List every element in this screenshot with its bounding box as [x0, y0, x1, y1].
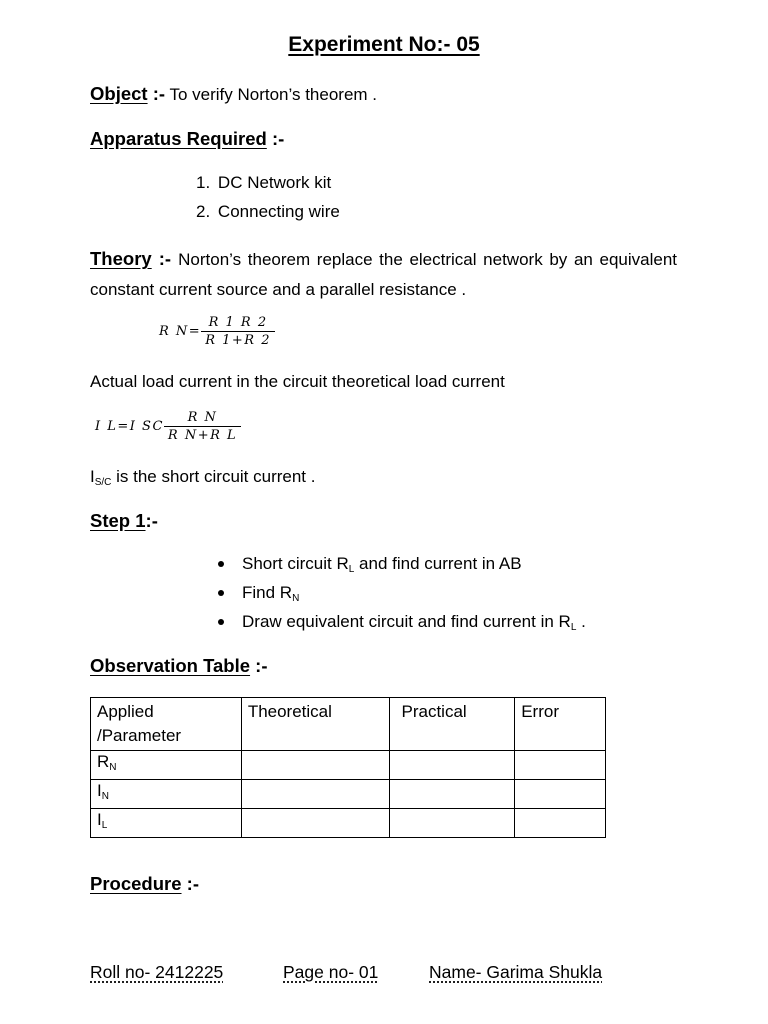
observation-sep: :- [250, 655, 268, 676]
table-cell [241, 809, 390, 838]
table-row [91, 751, 606, 780]
formula-rn [159, 315, 275, 348]
step1-label: Step 1 [90, 510, 146, 531]
formula-rn-lhs: R N= [159, 324, 202, 339]
table-cell-parameter [91, 751, 242, 780]
table-header-cell [515, 698, 606, 751]
param-subscript: N [101, 791, 109, 802]
procedure-sep: :- [181, 873, 199, 894]
param-subscript: L [101, 820, 108, 831]
isc-subscript: S/C [94, 477, 112, 488]
table-cell-parameter [91, 809, 242, 838]
load-current-text: Actual load current in the circuit theoretical load current [90, 372, 505, 391]
apparatus-label: Apparatus Required [90, 128, 267, 149]
isc-text: is the short circuit current . [111, 467, 316, 486]
table-cell-parameter [91, 780, 242, 809]
header-practical: Practical [401, 702, 467, 721]
table-row [91, 780, 606, 809]
table-cell [515, 809, 606, 838]
bullet-text: Draw equivalent circuit and find current in R [242, 612, 571, 631]
table-cell [241, 780, 390, 809]
table-cell [515, 780, 606, 809]
apparatus-item-num: 2. [196, 202, 211, 221]
formula-il-fraction [164, 410, 241, 443]
table-cell [390, 809, 515, 838]
table-cell [390, 780, 515, 809]
bullet-dot-icon [218, 561, 224, 567]
param-symbol: I [97, 810, 102, 829]
apparatus-sep: :- [266, 128, 285, 149]
param-subscript: N [109, 762, 117, 773]
bullet-text-tail: . [576, 612, 586, 631]
observation-label: Observation Table [90, 655, 251, 676]
table-header-cell [91, 698, 242, 751]
page-title: Experiment No:- 05 [288, 33, 480, 56]
apparatus-heading [90, 128, 284, 150]
isc-symbol: I [90, 467, 95, 486]
bullet-subscript: N [292, 593, 300, 604]
header-theoretical: Theoretical [247, 702, 332, 721]
bullet-dot-icon [218, 590, 224, 596]
header-error: Error [521, 702, 559, 721]
object-label: Object [90, 83, 148, 104]
table-row [91, 809, 606, 838]
table-cell [515, 751, 606, 780]
formula-il-denominator: R N+R L [167, 428, 238, 443]
step1-sep: :- [145, 510, 158, 531]
bullet-subscript: L [570, 622, 577, 633]
observation-heading [90, 655, 268, 677]
object-sep: :- [147, 83, 166, 104]
apparatus-item [196, 173, 331, 193]
apparatus-item-text: Connecting wire [217, 202, 340, 221]
object-line [90, 83, 377, 105]
table-header-cell [390, 698, 515, 751]
table-header-row [91, 698, 606, 751]
procedure-label: Procedure [90, 873, 182, 894]
theory-sep: :- [151, 248, 179, 269]
footer-page-no: Page no- 01 [283, 962, 379, 982]
footer-roll-no: Roll no- 2412225 [90, 962, 224, 982]
bullet-subscript: L [348, 564, 355, 575]
table-header-cell [241, 698, 390, 751]
footer-name: Name- Garima Shukla [429, 962, 603, 982]
formula-il-lhs: I L=I SC [95, 419, 164, 434]
bullet-text: Find R [242, 583, 293, 602]
apparatus-item-text: DC Network kit [217, 173, 332, 192]
theory-label: Theory [90, 248, 152, 269]
formula-il [95, 410, 241, 443]
object-text: To verify Norton’s theorem . [165, 85, 378, 104]
apparatus-item-num: 1. [196, 173, 211, 192]
param-symbol: I [97, 781, 102, 800]
formula-rn-fraction [201, 315, 275, 348]
procedure-heading [90, 873, 199, 895]
header-applied-parameter: Applied /Parameter [97, 702, 182, 745]
bullet-text: Short circuit R [242, 554, 349, 573]
theory-text: Norton’s theorem replace the electrical network by an equivalent constant current source and a parallel resistance . [90, 250, 677, 299]
bullet-text-tail: and find current in AB [354, 554, 522, 573]
observation-table [90, 697, 606, 838]
theory-paragraph [90, 244, 677, 305]
formula-il-numerator: R N [164, 410, 241, 427]
table-cell [241, 751, 390, 780]
isc-note [90, 467, 315, 488]
table-cell [390, 751, 515, 780]
param-symbol: R [97, 752, 110, 771]
apparatus-item [196, 202, 340, 222]
formula-rn-denominator: R 1+R 2 [205, 333, 271, 348]
step1-heading [90, 510, 158, 532]
bullet-dot-icon [218, 619, 224, 625]
formula-rn-numerator: R 1 R 2 [201, 315, 275, 332]
